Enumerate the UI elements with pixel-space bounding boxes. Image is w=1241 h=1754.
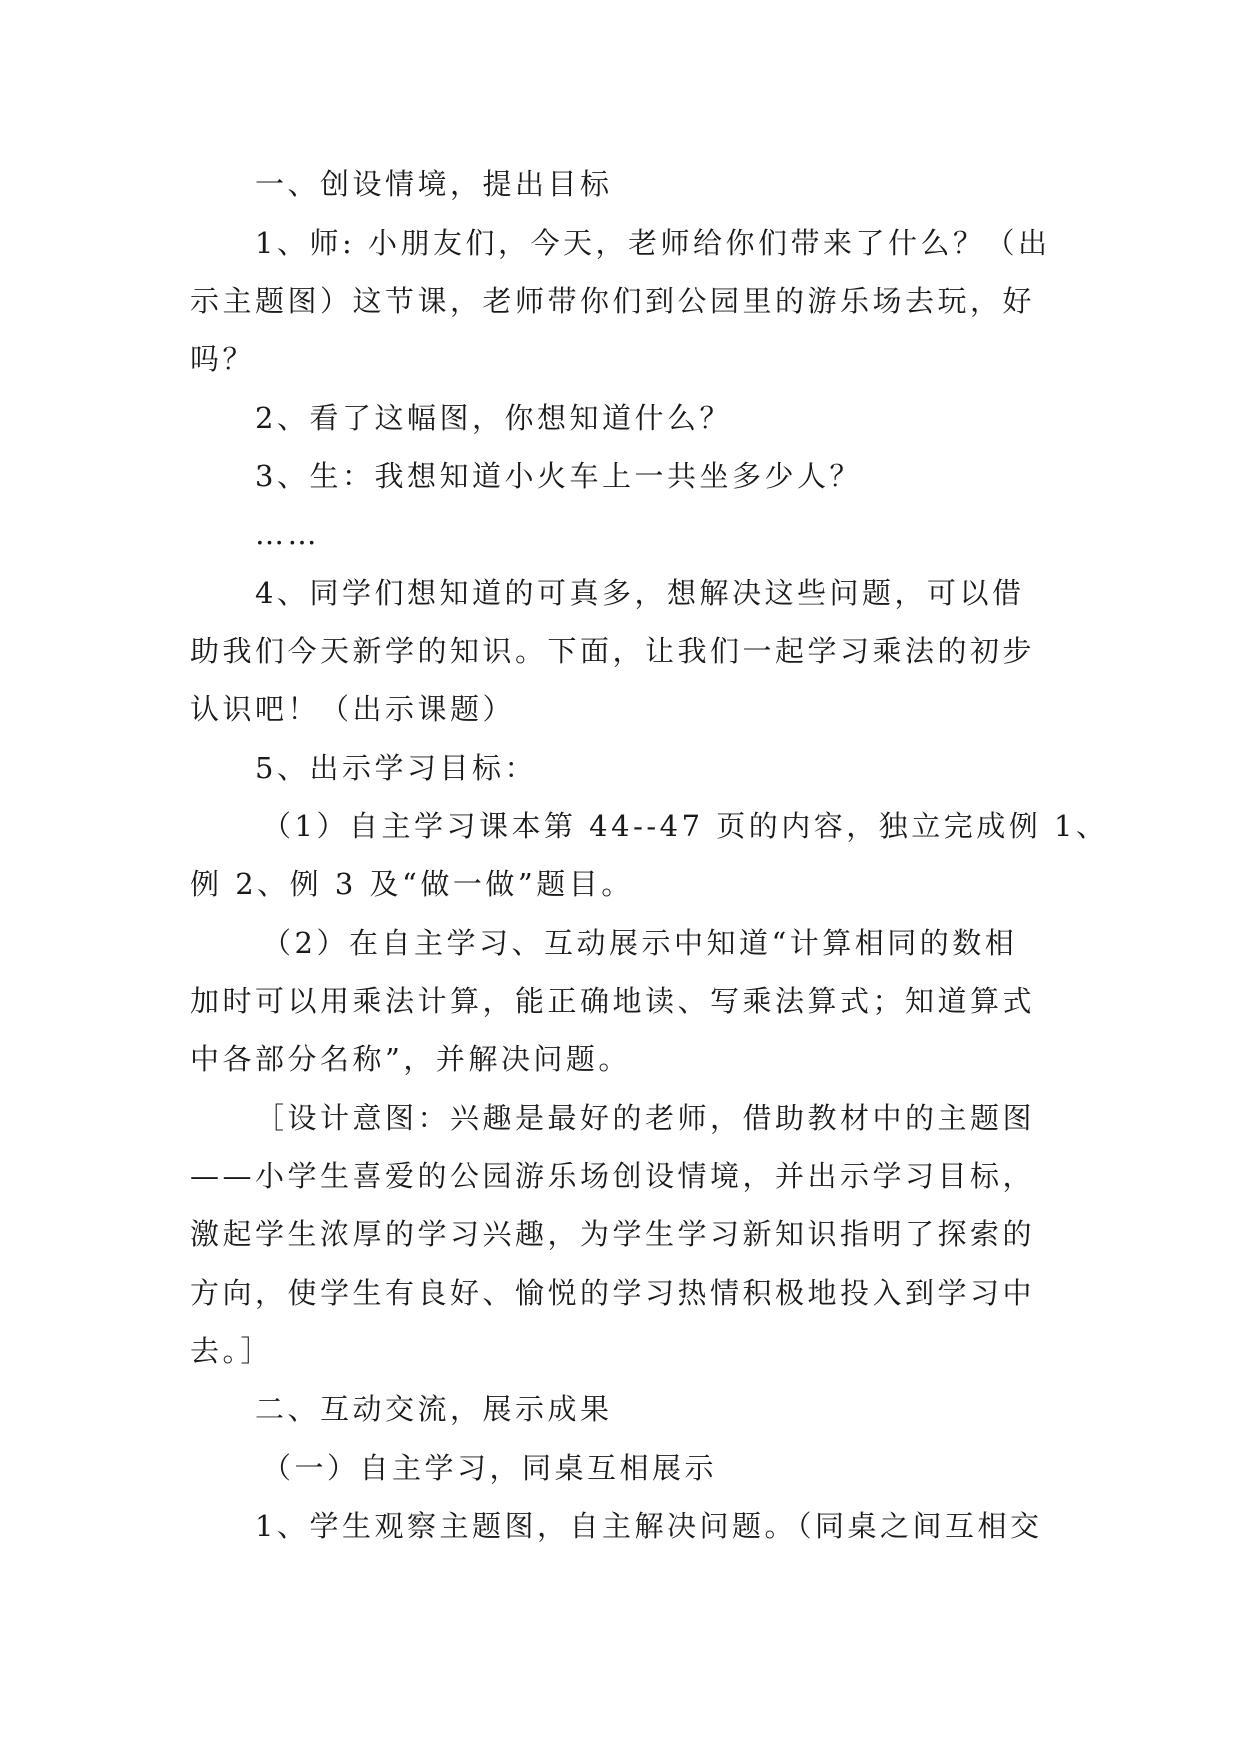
paragraph-line: 2、看了这幅图，你想知道什么？ (255, 401, 732, 435)
paragraph-line: 助我们今天新学的知识。下面，让我们一起学习乘法的初步 (190, 634, 1036, 668)
paragraph-line: 5、出示学习目标： (255, 751, 537, 785)
section-heading-2: 二、互动交流，展示成果 (255, 1392, 613, 1426)
paragraph-line: 1、师: 小朋友们，今天，老师给你们带来了什么？（出 (255, 226, 1051, 260)
section-heading-1: 一、创设情境，提出目标 (255, 167, 613, 201)
paragraph-line: 加时可以用乘法计算，能正确地读、写乘法算式；知道算式 (190, 984, 1036, 1018)
paragraph-line: 4、同学们想知道的可真多，想解决这些问题，可以借 (255, 576, 1025, 610)
subsection-heading: （一）自主学习，同桌互相展示 (262, 1451, 718, 1485)
paragraph-line: 认识吧！（出示课题） (190, 692, 516, 726)
paragraph-line: （2）在自主学习、互动展示中知道“计算相同的数相 (262, 926, 1018, 960)
paragraph-line: 中各部分名称”，并解决问题。 (190, 1042, 631, 1076)
paragraph-line: 吗？ (190, 342, 256, 376)
paragraph-line: 1、学生观察主题图，自主解决问题。（同桌之间互相交 (255, 1509, 1043, 1543)
paragraph-line: 激起学生浓厚的学习兴趣，为学生学习新知识指明了探索的 (190, 1217, 1036, 1251)
paragraph-line: 方向，使学生有良好、愉悦的学习热情积极地投入到学习中 (190, 1276, 1036, 1310)
paragraph-line: （1）自主学习课本第 44--47 页的内容，独立完成例 1、 (262, 809, 1109, 843)
paragraph-line: 3、生：我想知道小火车上一共坐多少人？ (255, 459, 862, 493)
paragraph-line: 例 2、例 3 及“做一做”题目。 (190, 867, 634, 901)
ellipsis-line: …… (255, 517, 320, 551)
paragraph-line: 示主题图）这节课，老师带你们到公园里的游乐场去玩，好 (190, 284, 1036, 318)
paragraph-line: ［设计意图：兴趣是最好的老师，借助教材中的主题图 (255, 1101, 1036, 1135)
paragraph-line: 去。］ (190, 1334, 274, 1368)
paragraph-line: ——小学生喜爱的公园游乐场创设情境，并出示学习目标， (190, 1159, 1036, 1193)
